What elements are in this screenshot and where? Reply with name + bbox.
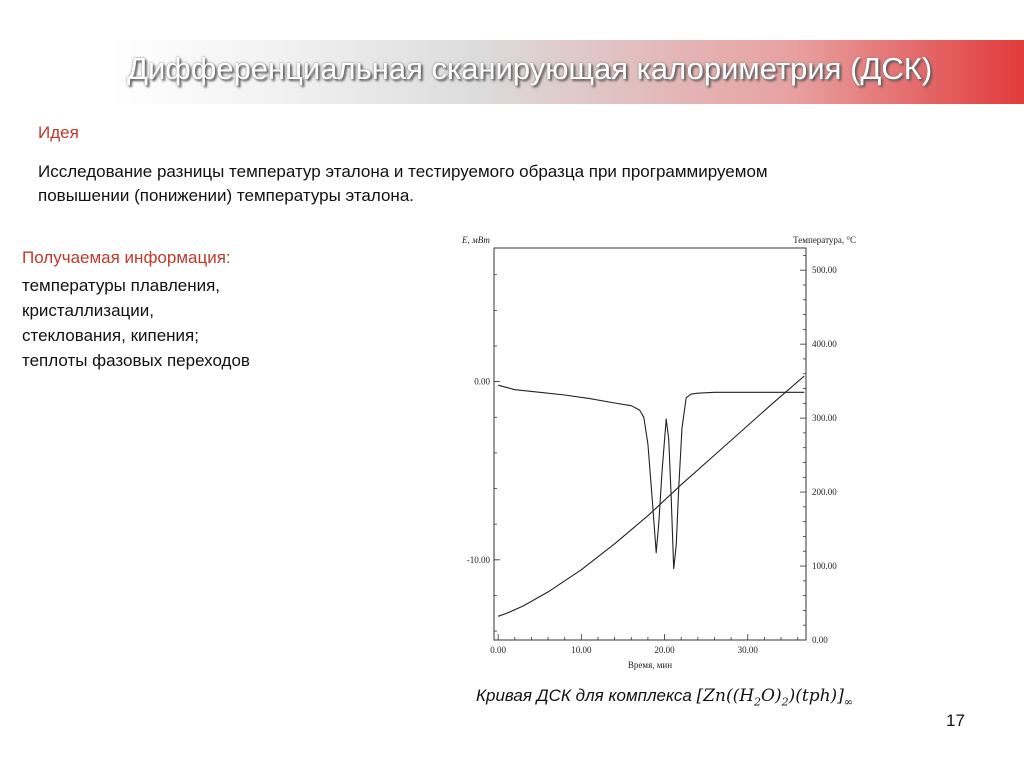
y-left-tick-label: -10.00 — [466, 554, 490, 565]
formula-part: ] — [837, 686, 844, 706]
y-left-axis-label: E, мВт — [462, 235, 490, 245]
temperature-line — [498, 376, 804, 616]
info-item: теплоты фазовых переходов — [22, 351, 250, 370]
x-tick-label: 30.00 — [737, 645, 758, 655]
caption-text: Кривая ДСК для комплекса — [476, 686, 692, 705]
y-right-tick-label: 0.00 — [812, 635, 828, 645]
y-left-tick-label: 0.00 — [474, 376, 490, 387]
info-item: температуры плавления, — [22, 276, 221, 295]
x-tick-label: 0.00 — [490, 645, 507, 655]
slide-title: Дифференциальная сканирующая калориметрия (ДСК) — [127, 51, 933, 86]
info-heading: Получаемая информация: — [22, 248, 231, 267]
formula-part: Zn — [703, 686, 726, 706]
chart-caption — [476, 686, 853, 708]
formula-part: (H — [732, 686, 755, 706]
idea-heading: Идея — [38, 123, 79, 142]
info-item: кристаллизации, — [22, 301, 154, 320]
formula-sub: 2 — [781, 695, 789, 709]
formula-sub: 2 — [754, 695, 762, 709]
info-list — [22, 273, 250, 373]
dsc-chart — [440, 226, 860, 676]
formula-part: O) — [761, 686, 782, 706]
formula-part: (tph) — [795, 686, 838, 706]
y-right-tick-label: 100.00 — [812, 561, 837, 572]
y-right-tick-label: 400.00 — [812, 339, 837, 350]
x-tick-label: 20.00 — [654, 645, 675, 655]
dsc-curve — [498, 385, 804, 569]
x-tick-label: 10.00 — [571, 645, 592, 655]
page-number: 17 — [946, 711, 965, 730]
formula-sub: ∞ — [843, 695, 854, 709]
info-item: стеклования, кипения; — [22, 326, 199, 345]
caption-formula: $[Zn((H_2O)_2)(tph)]_\infty$ — [696, 686, 854, 709]
y-right-tick-label: 500.00 — [812, 265, 837, 276]
y-right-axis-label: Температура, °C — [793, 235, 856, 245]
x-axis-label: Время, мин — [627, 660, 673, 670]
y-right-tick-label: 300.00 — [812, 413, 837, 424]
idea-description: Исследование разницы температур эталона и тестируемого образца при программируемом повышении (понижении) температуры эталона. — [38, 162, 768, 205]
plot-frame — [494, 248, 806, 640]
formula-part: [ — [696, 686, 704, 706]
formula-part: ) — [788, 686, 796, 706]
y-right-tick-label: 200.00 — [812, 487, 837, 498]
